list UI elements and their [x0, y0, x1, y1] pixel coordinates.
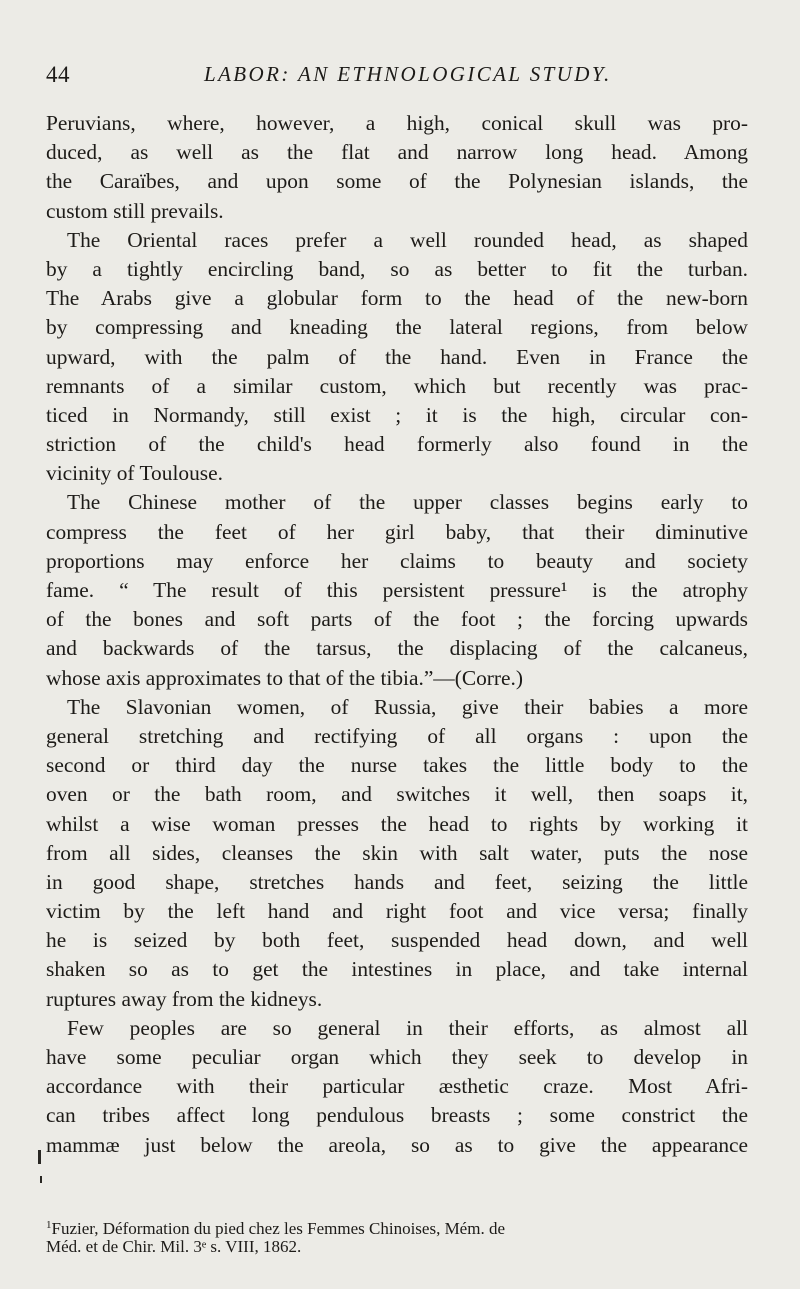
- text-line: in good shape, stretches hands and feet, seizing the little: [46, 869, 748, 894]
- text-line: have some peculiar organ which they seek to develop in: [46, 1045, 748, 1069]
- text-line: upward, with the palm of the hand. Even in France the: [46, 344, 748, 369]
- text-line: striction of the child's head formerly also found in the: [46, 432, 748, 457]
- text-line: victim by the left hand and right foot and vice versa; finally: [46, 899, 748, 924]
- text-line: from all sides, cleanses the skin with salt water, puts the nose: [46, 840, 748, 865]
- text-line: second or third day the nurse takes the little body to the: [46, 753, 748, 778]
- text-line: Few peoples are so general in their efforts, as almost all: [67, 1015, 748, 1040]
- text-line: The Arabs give a globular form to the head of the new-born: [46, 286, 748, 311]
- text-line: fame. “ The result of this persistent pressure¹ is the atrophy: [46, 578, 748, 602]
- text-line: by a tightly encircling band, so as better to fit the turban.: [46, 256, 748, 281]
- margin-ink-mark: [38, 1150, 41, 1164]
- footnote-mark: 1: [46, 1219, 52, 1231]
- text-line: whilst a wise woman presses the head to rights by working it: [46, 811, 748, 836]
- footnote-text: Fuzier, Déformation du pied chez les Femmes Chinoises, Mém. de: [51, 1219, 505, 1238]
- text-line: The Slavonian women, of Russia, give their babies a more: [67, 694, 748, 719]
- text-line: whose axis approximates to that of the tibia.”—(Corre.): [46, 665, 523, 690]
- text-line: accordance with their particular æsthetic craze. Most Afri-: [46, 1074, 748, 1099]
- text-line: can tribes affect long pendulous breasts ; some constrict the: [46, 1103, 748, 1128]
- text-line: ruptures away from the kidneys.: [46, 986, 323, 1011]
- text-line: of the bones and soft parts of the foot ; the forcing upwards: [46, 607, 748, 632]
- text-line: by compressing and kneading the lateral regions, from below: [46, 315, 748, 340]
- text-line: proportions may enforce her claims to beauty and society: [46, 548, 748, 573]
- margin-ink-mark: [40, 1176, 42, 1183]
- text-line: duced, as well as the flat and narrow long head. Among: [46, 140, 748, 165]
- text-line: the Caraïbes, and upon some of the Polynesian islands, the: [46, 169, 748, 194]
- running-title: LABOR: AN ETHNOLOGICAL STUDY.: [204, 62, 612, 86]
- page-number: 44: [46, 62, 70, 87]
- footnote: [46, 1214, 748, 1258]
- text-line: ticed in Normandy, still exist ; it is the high, circular con-: [46, 402, 748, 427]
- text-line: compress the feet of her girl baby, that their diminutive: [46, 519, 748, 544]
- page-header: [46, 62, 746, 92]
- text-line: The Chinese mother of the upper classes begins early to: [67, 490, 748, 515]
- text-line: The Oriental races prefer a well rounded head, as shaped: [67, 227, 748, 252]
- text-line: shaken so as to get the intestines in place, and take internal: [46, 957, 748, 982]
- footnote-line: Méd. et de Chir. Mil. 3ᵉ s. VIII, 1862.: [46, 1237, 302, 1256]
- text-line: Peruvians, where, however, a high, conical skull was pro-: [46, 111, 748, 135]
- text-line: he is seized by both feet, suspended head down, and well: [46, 928, 748, 953]
- text-line: general stretching and rectifying of all organs : upon the: [46, 723, 748, 748]
- text-line: mammæ just below the areola, so as to give the appearance: [46, 1132, 748, 1157]
- text-line: vicinity of Toulouse.: [46, 461, 223, 486]
- text-line: and backwards of the tarsus, the displacing of the calcaneus,: [46, 636, 748, 661]
- text-line: remnants of a similar custom, which but recently was prac-: [46, 373, 748, 398]
- text-line: custom still prevails.: [46, 198, 224, 223]
- body-text: [46, 109, 748, 1160]
- text-line: oven or the bath room, and switches it well, then soaps it,: [46, 782, 748, 807]
- footnote-line: [46, 1214, 748, 1236]
